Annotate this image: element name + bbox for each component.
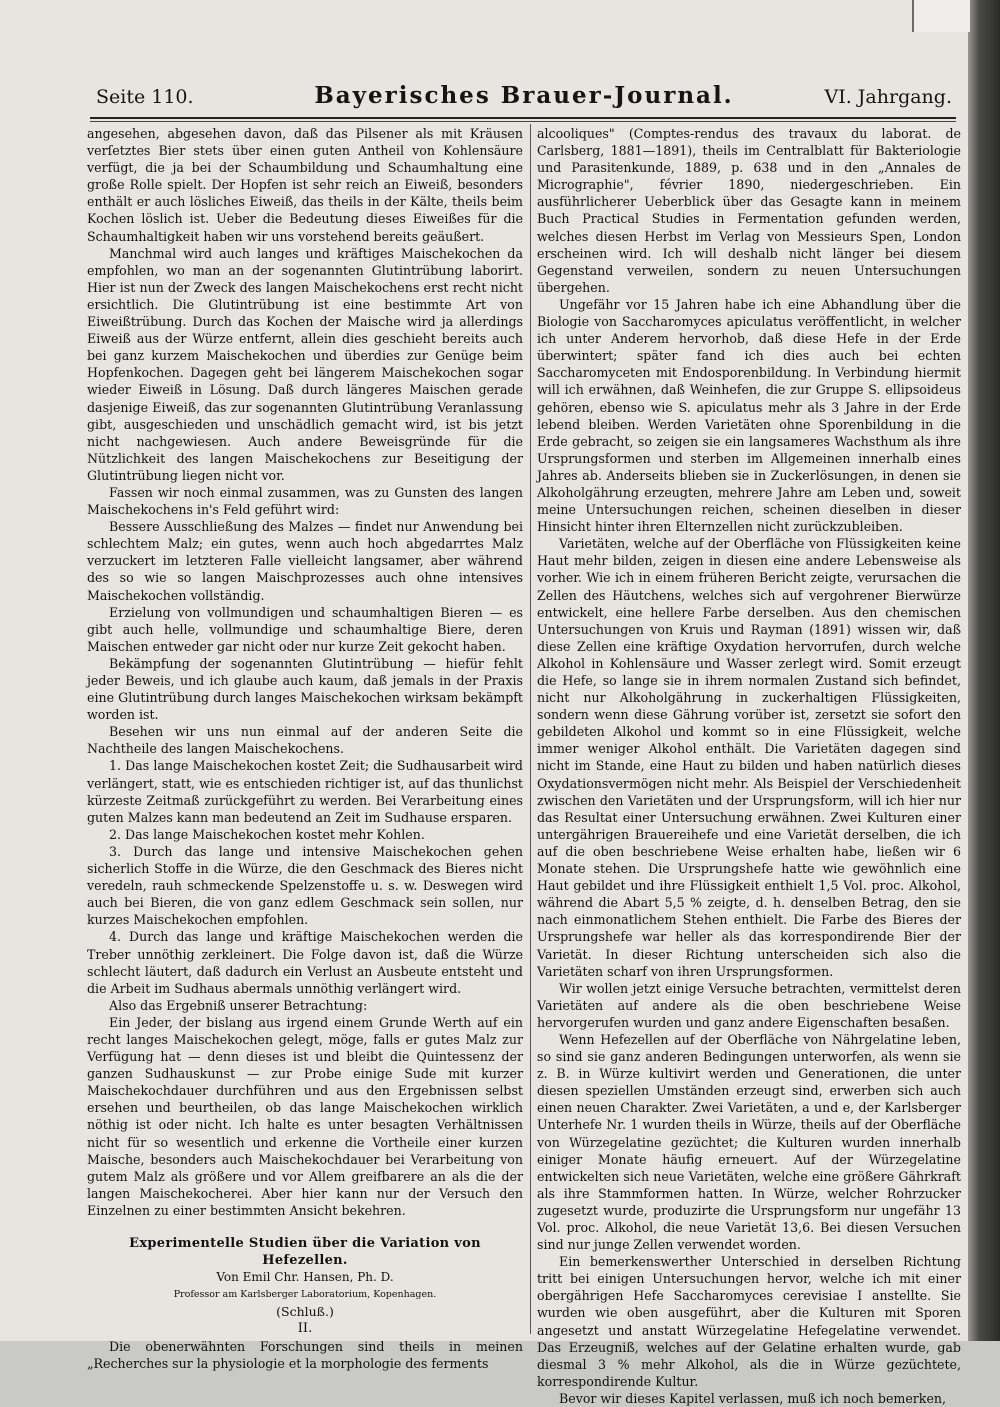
header-rule-thin — [90, 121, 956, 122]
paragraph: Fassen wir noch einmal zusammen, was zu Gunsten des langen Maischekochens in's Feld geführt wird: — [87, 484, 523, 518]
paragraph: Wenn Hefezellen auf der Oberfläche von Nährgelatine leben, so sind sie ganz anderen Bedingungen unterworfen, als wenn sie z. B. in Würze kultivirt werden und Generationen, die unter diesen speziellen Umständen erzeugt sind, erwerben sich auch einen neuen Charakter. Zwei Varietäten, a und e, der Karlsberger Unterhefe Nr. 1 wurden theils in Würze, theils auf der Oberfläche von Würzegelatine gezüchtet; die Kulturen wurden innerhalb einiger Monate häufig erneuert. Auf der Würzegelatine entwickelten sich neue Varietäten, welche eine größere Gährkraft als ihre Stammformen hatten. In Würze, welcher Rohrzucker zugesetzt wurde, produzirte die Ursprungsform nur ungefähr 13 Vol. proc. Alkohol, die neue Varietät 13,6. Bei diesen Versuchen sind nur junge Zellen verwendet worden. — [537, 1031, 961, 1253]
paragraph: angesehen, abgesehen davon, daß das Pilsener als mit Kräusen verſetztes Bier stets über einen guten Antheil von Kohlensäure verfügt, die ja bei der Schaumbildung und Schaumhaltung eine große Rolle spielt. Der Hopfen ist sehr reich an Eiweiß, besonders enthält er auch lösliches Eiweiß, das theils in der Kälte, theils beim Kochen löslich ist. Ueber die Bedeutung dieses Eiweißes für die Schaumhaltigkeit haben wir uns vorstehend bereits geäußert. — [87, 126, 523, 244]
paragraph: Bekämpfung der sogenannten Glutintrübung — hiefür fehlt jeder Beweis, und ich glaube auch kaum, daß jemals in der Praxis eine Glutintrübung durch langes Maischekochen wirksam bekämpft worden ist. — [87, 655, 523, 723]
paragraph: 2. Das lange Maischekochen kostet mehr Kohlen. — [109, 826, 425, 842]
article-title: Experimentelle Studien über die Variation von Hefezellen. — [129, 1236, 481, 1269]
paragraph: alcooliques" (Comptes-rendus des travaux du laborat. de Carlsberg, 1881—1891), theils im Centralblatt für Bakteriologie und Parasitenkunde, 1889, p. 638 und in den „Annales de Micrographie", février 1890, niedergeschrieben. Ein ausführlicherer Ueberblick über das Gesagte kann in meinem Buch Practical Studies in Fermentation gefunden werden, welches diesen Herbst im Verlag von Messieurs Spen, London erscheinen wird. Ich will deshalb nicht länger bei diesem Gegenstand verweilen, sondern zu neuen Untersuchungen übergehen. — [537, 126, 961, 295]
page-header — [96, 82, 952, 116]
volume-label: VI. Jahrgang. — [824, 86, 952, 108]
paragraph: Bessere Ausschließung des Malzes — findet nur Anwendung bei schlechtem Malz; ein gutes, wenn auch hoch abgedarrtes Malz verzuckert im letzteren Falle vielleicht langsamer, aber während des so wie so langen Maischprozesses auch ohne intensives Maischekochen vollständig. — [87, 519, 523, 603]
paragraph: 1. Das lange Maischekochen kostet Zeit; die Sudhausarbeit wird verlängert, statt, wie es entschieden richtiger ist, auf das thunlichst kürzeste Zeitmaß zurückgeführt zu werden. Bei Verarbeitung eines guten Malzes kann man bedeutend an Zeit im Sudhause ersparen. — [87, 758, 523, 825]
paragraph: Ungefähr vor 15 Jahren habe ich eine Abhandlung über die Biologie von Saccharomyces apiculatus veröffentlicht, in welcher ich unter Anderem hervorhob, daß diese Hefe in der Erde überwintert; später fand ich dies auch bei echten Saccharomyceten mit Endosporenbildung. In Verbindung hiermit will ich erwähnen, daß Weinhefen, die zur Gruppe S. ellipsoideus gehören, ebenso wie S. apiculatus mehr als 3 Jahre in der Erde lebend bleiben. Werden Varietäten ohne Sporenbildung in die Erde gebracht, so zeigen sie ein langsameres Wachsthum als ihre Ursprungsformen und sterben im Allgemeinen innerhalb eines Jahres ab. Anderseits blieben sie in Zuckerlösungen, in denen sie Alkoholgährung erzeugten, mehrere Jahre am Leben und, soweit meine Untersuchungen reichen, scheinen dieselben in dieser Hinsicht hinter ihren Elternzellen nicht zurückzubleiben. — [537, 296, 961, 535]
paragraph: Varietäten, welche auf der Oberfläche von Flüssigkeiten keine Haut mehr bilden, zeigen in diesen eine andere Lebensweise als vorher. Wie ich in einem früheren Bericht zeigte, verursachen die Zellen des Häutchens, welches sich auf vergohrener Bierwürze entwickelt, eine hellere Farbe derselben. Aus den chemischen Untersuchungen von Kruis und Rayman (1891) wissen wir, daß diese Zellen eine kräftige Oxydation hervorrufen, durch welche Alkohol in Kohlensäure und Wasser zerlegt wird. Somit erzeugt die Hefe, so lange sie in ihrem normalen Zustand sich befindet, nicht nur Alkoholgährung in zuckerhaltigen Flüssigkeiten, sondern wenn diese Gährung vorüber ist, zersetzt sie sofort den gebildeten Alkohol und kommt so in eine Flüssigkeit, welche immer weniger Alkohol enthält. Die Varietäten dagegen sind nicht im Stande, eine Haut zu bilden und haben natürlich dieses Oxydationsvermögen nicht mehr. Als Beispiel der Verschiedenheit zwischen den Varietäten und der Ursprungsform, will ich hier nur das Resultat einer Untersuchung erwähnen. Zwei Kulturen einer untergährigen Brauereihefe und eine Varietät derselben, die ich auf die oben beschriebene Weise erhalten habe, ließen wir 6 Monate stehen. Die Ursprungshefe hatte wie gewöhnlich eine Haut gebildet und ihre Flüssigkeit enthielt 1,5 Vol. proc. Alkohol, während die Abart 5,5 % zeigte, d. h. denselben Betrag, den sie nach einmonatlichem Stehen enthielt. Die Farbe des Bieres der Ursprungshefe war heller als das korrespondirende Bier der Varietät. In dieser Richtung unterscheiden sich also die Varietäten scharf von ihren Ursprungsformen. — [537, 536, 961, 979]
paragraph: Die obenerwähnten Forschungen sind theils in meinen „Recherches sur la physiologie et la morphologie des ferments — [87, 1338, 523, 1371]
paragraph: Erzielung von vollmundigen und schaumhaltigen Bieren — es gibt auch helle, vollmundige und schaumhaltige Biere, deren Maischen entweder gar nicht oder nur kurze Zeit gekocht haben. — [87, 604, 523, 654]
article-heading — [87, 1235, 523, 1338]
paragraph: Ein Jeder, der bislang aus irgend einem Grunde Werth auf ein recht langes Maischekochen gelegt, möge, falls er gutes Malz zur Verfügung hat — denn dieses ist und bleibt die Quintessenz der ganzen Sudhauskunst — zur Probe einige Sude mit kurzer Maischekochdauer durchführen und aus den Ergebnissen selbst ersehen und beurtheilen, ob das lange Maischekochen wirklich nöthig ist oder nicht. Ich halte es unter besagten Verhältnissen nicht für so wesentlich und erkenne die Vortheile einer kurzen Maische, besonders auch Maischekochdauer bei Verarbeitung von gutem Malz als größere und vor Allem greifbarere an als die der langen Maischekocherei. Aber hier kann nur der Versuch den Einzelnen zu einer bestimmten Ansicht bekehren. — [87, 1014, 523, 1218]
page-number: Seite 110. — [96, 86, 194, 108]
paragraph: Also das Ergebniß unserer Betrachtung: — [109, 997, 368, 1013]
article-affiliation: Professor am Karlsberger Laboratorium, Kopenhagen. — [173, 1289, 437, 1301]
column-divider — [530, 124, 531, 1334]
article-continued: (Schluß.) — [276, 1304, 334, 1320]
header-rule — [90, 117, 956, 119]
paragraph: Besehen wir uns nun einmal auf der anderen Seite die Nachtheile des langen Maischekochens. — [87, 724, 523, 757]
article-author: Von Emil Chr. Hansen, Ph. D. — [216, 1270, 394, 1285]
paragraph: 3. Durch das lange und intensive Maischekochen gehen sicherlich Stoffe in die Würze, die den Geschmack des Bieres nicht veredeln, rauh schmeckende Spelzenstoffe u. s. w. Deswegen wird auch bei Bieren, die von ganz edlem Geschmack sein sollen, nur kurzes Maischekochen empfohlen. — [87, 843, 523, 928]
paragraph: Wir wollen jetzt einige Versuche betrachten, vermittelst deren Varietäten auf andere als die oben beschriebene Weise hervorgerufen wurden und ganz andere Eigenschaften besaßen. — [537, 980, 961, 1030]
folded-corner — [912, 0, 970, 32]
right-column — [537, 125, 961, 1407]
paragraph: Bevor wir dieses Kapitel verlassen, muß ich noch bemerken, — [559, 1390, 947, 1406]
journal-title: Bayerisches Brauer-Journal. — [314, 82, 734, 109]
article-section: II. — [297, 1321, 313, 1337]
paragraph: Ein bemerkenswerther Unterschied in derselben Richtung tritt bei einigen Untersuchungen hervor, welche ich mit einer obergährigen Hefe Saccharomyces cerevisiae I anstellte. Sie wurden wie oben ausgeführt, aber die Kulturen mit Sporen angesetzt und anstatt Würzegelatine Hefegelatine verwendet. Das Erzeugniß, welches auf der Gelatine erhalten wurde, gab diesmal 3 % mehr Alkohol, als die in Würze gezüchtete, korrespondirende Kultur. — [537, 1254, 961, 1389]
scan-edge — [968, 0, 1000, 1341]
paragraph: 4. Durch das lange und kräftige Maischekochen werden die Treber unnöthig zerkleinert. Die Folge davon ist, daß die Würze schlecht läutert, daß dadurch ein Verlust an Ausbeute entsteht und die Arbeit im Sudhaus abermals unnöthig verlängert wird. — [87, 929, 523, 996]
left-column — [87, 125, 523, 1372]
paragraph: Manchmal wird auch langes und kräftiges Maischekochen da empfohlen, wo man an der sogenannten Glutintrübung laborirt. Hier ist nun der Zweck des langen Maischekochens erst recht nicht ersichtlich. Die Glutintrübung ist eine bestimmte Art von Eiweißtrübung. Durch das Kochen der Maische wird ja allerdings Eiweiß aus der Würze entfernt, allein dies geschieht bereits auch bei ganz kurzem Maischekochen und überdies zur Genüge beim Hopfenkochen. Dagegen geht bei längerem Maischekochen sogar wieder Eiweiß in Lösung. Daß durch längeres Maischen gerade dasjenige Eiweiß, das zur sogenannten Glutintrübung Veranlassung gibt, ausgeschieden und unschädlich gemacht wird, ist bis jetzt nicht nachgewiesen. Auch andere Beweisgründe für die Nützlichkeit des langen Maischekochens zur Beseitigung der Glutintrübung liegen nicht vor. — [87, 245, 523, 483]
